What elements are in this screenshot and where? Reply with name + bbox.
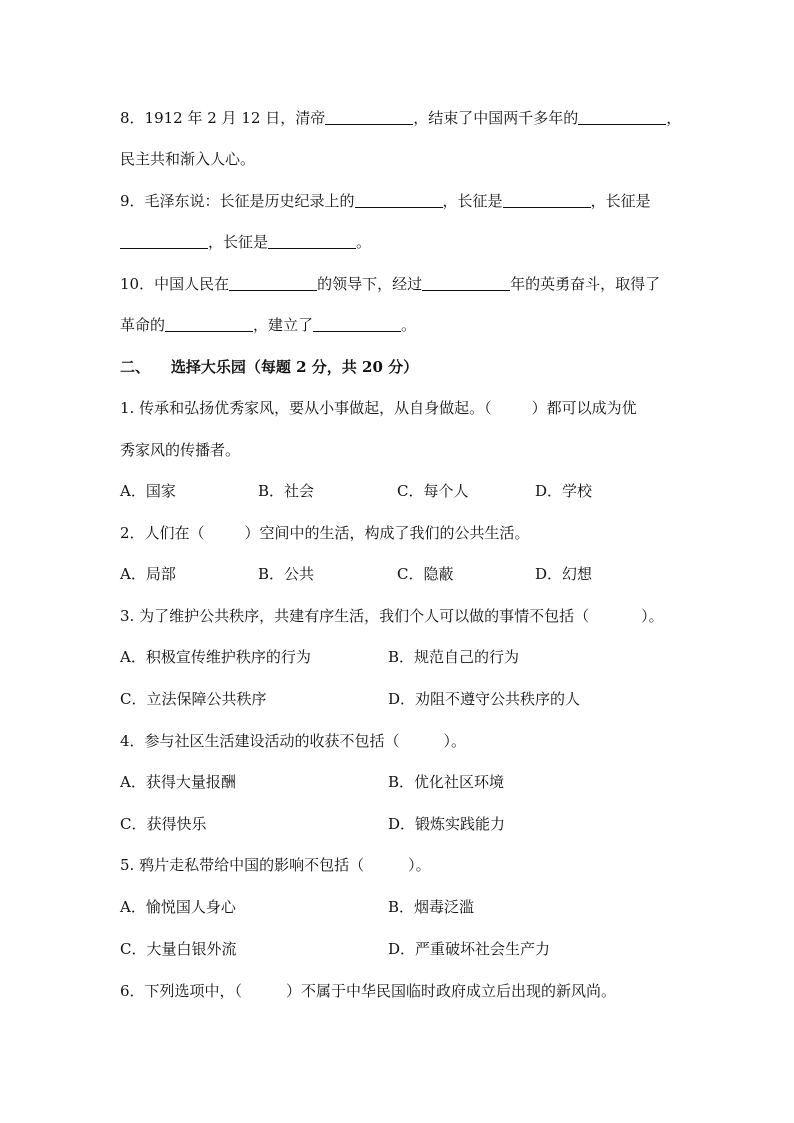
option-c: C．立法保障公共秩序 — [120, 690, 267, 708]
mc-question-1-options — [120, 481, 680, 501]
mc-question-5-options-row-1 — [120, 897, 680, 917]
mc-question-1-line-1: 1. 传承和弘扬优秀家风，要从小事做起，从自身做起。（ ）都可以成为优 — [120, 399, 637, 417]
option-d: D．严重破坏社会生产力 — [388, 940, 551, 958]
option-c: C．隐蔽 — [397, 565, 454, 583]
question-8-line-1: 8．1912 年 2 月 12 日，清帝 ，结束了中国两千多年的 ， — [120, 109, 682, 127]
option-c: C．获得快乐 — [120, 815, 207, 833]
question-10-line-1: 10．中国人民在 的领导下，经过 年的英勇奋斗，取得了 — [120, 275, 661, 293]
mc-question-4-options-row-1 — [120, 772, 680, 792]
answer-blank — [120, 233, 208, 249]
mc-question-4-options-row-2 — [120, 814, 680, 834]
option-a: A．愉悦国人身心 — [120, 898, 236, 916]
question-9-line-2: ，长征是 。 — [120, 232, 371, 252]
mc-question-5: 5. 鸦片走私带给中国的影响不包括（ ）。 — [120, 856, 431, 874]
option-d: D．劝阻不遵守公共秩序的人 — [388, 690, 581, 708]
answer-blank — [422, 275, 510, 291]
option-d: D．锻炼实践能力 — [388, 815, 506, 833]
option-d: D．学校 — [535, 482, 593, 500]
answer-blank — [325, 109, 413, 125]
option-a: A．获得大量报酬 — [120, 773, 236, 791]
answer-blank — [268, 233, 356, 249]
mc-question-6: 6．下列选项中，（ ）不属于中华民国临时政府成立后出现的新风尚。 — [120, 982, 617, 1000]
answer-blank — [578, 109, 666, 125]
option-c: C．每个人 — [397, 482, 469, 500]
option-b: B．烟毒泛滥 — [388, 898, 475, 916]
option-b: B．优化社区环境 — [388, 773, 505, 791]
answer-blank — [503, 192, 591, 208]
mc-question-1-line-2: 秀家风的传播者。 — [120, 441, 241, 459]
mc-question-3: 3. 为了维护公共秩序，共建有序生活，我们个人可以做的事情不包括（ ）。 — [120, 607, 664, 625]
mc-question-3-options-row-2 — [120, 689, 680, 709]
option-d: D．幻想 — [535, 565, 593, 583]
mc-question-3-options-row-1 — [120, 647, 680, 667]
answer-blank — [313, 316, 401, 332]
option-a: A．局部 — [120, 565, 176, 583]
question-10-line-2: 革命的 ，建立了 。 — [120, 316, 417, 334]
question-8-line-2: 民主共和渐入人心。 — [120, 150, 256, 168]
answer-blank — [165, 316, 253, 332]
answer-blank — [355, 192, 443, 208]
question-9-line-1: 9．毛泽东说：长征是历史纪录上的 ，长征是 ，长征是 — [120, 192, 651, 210]
option-a: A．国家 — [120, 482, 176, 500]
option-b: B．公共 — [258, 565, 315, 583]
option-b: B．社会 — [258, 482, 315, 500]
mc-question-2: 2．人们在（ ）空间中的生活，构成了我们的公共生活。 — [120, 524, 530, 542]
option-c: C．大量白银外流 — [120, 940, 237, 958]
option-b: B．规范自己的行为 — [388, 648, 520, 666]
mc-question-5-options-row-2 — [120, 939, 680, 959]
mc-question-4: 4．参与社区生活建设活动的收获不包括（ ）。 — [120, 732, 467, 750]
answer-blank — [229, 275, 317, 291]
section-heading: 二、 选择大乐园（每题 2 分，共 20 分） — [120, 358, 419, 376]
option-a: A．积极宣传维护秩序的行为 — [120, 648, 311, 666]
mc-question-2-options — [120, 564, 680, 584]
